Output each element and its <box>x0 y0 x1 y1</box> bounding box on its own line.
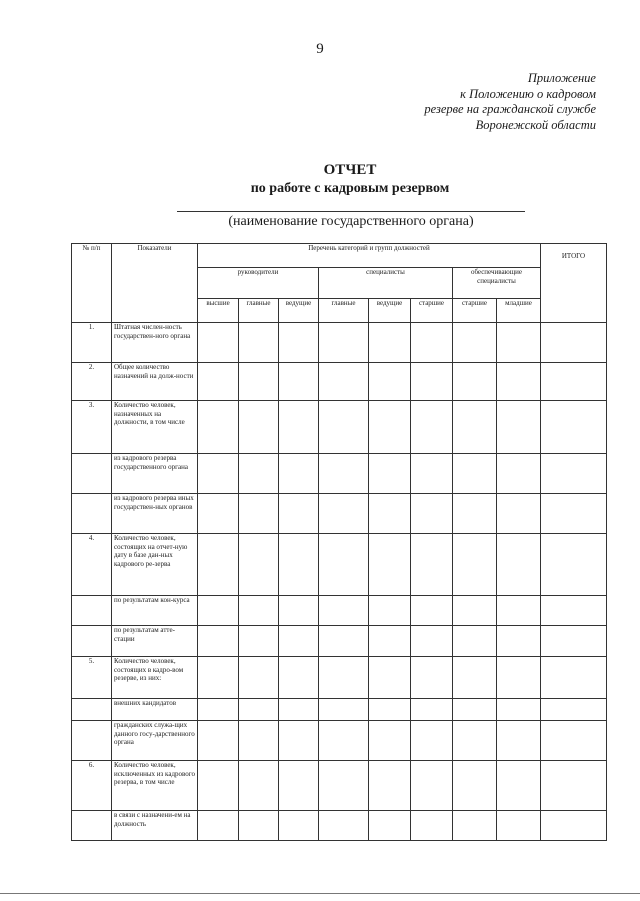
header-managers-higher: высшие <box>198 299 239 323</box>
appendix-line-4: Воронежской области <box>475 117 596 132</box>
empty-value-cell <box>453 811 497 841</box>
empty-value-cell <box>497 363 541 401</box>
empty-value-cell <box>497 596 541 626</box>
table-row <box>72 657 607 699</box>
table-row <box>72 811 607 841</box>
empty-value-cell <box>411 721 453 761</box>
empty-value-cell <box>239 596 279 626</box>
header-spec-leading: ведущие <box>369 299 411 323</box>
empty-value-cell <box>369 363 411 401</box>
row-indicator: Количество человек, назначенных на должности, в том числе <box>112 401 198 454</box>
empty-value-cell <box>239 699 279 721</box>
empty-value-cell <box>198 626 239 657</box>
empty-value-cell <box>541 363 607 401</box>
table-row <box>72 626 607 657</box>
empty-value-cell <box>198 534 239 596</box>
empty-value-cell <box>198 761 239 811</box>
footer-line <box>0 893 640 894</box>
table-row <box>72 454 607 494</box>
empty-value-cell <box>453 699 497 721</box>
row-indicator: из кадрового резерва иных государствен-ных органов <box>112 494 198 534</box>
empty-value-cell <box>279 596 319 626</box>
empty-value-cell <box>319 323 369 363</box>
row-indicator: Количество человек, состоящих на отчет-ную дату в базе дан-ных кадрового ре-зерва <box>112 534 198 596</box>
empty-value-cell <box>369 811 411 841</box>
empty-value-cell <box>541 721 607 761</box>
empty-value-cell <box>369 323 411 363</box>
empty-value-cell <box>198 596 239 626</box>
row-number: 5. <box>72 657 112 699</box>
row-indicator: Количество человек, исключенных из кадрового резерва, в том числе <box>112 761 198 811</box>
empty-value-cell <box>239 323 279 363</box>
empty-value-cell <box>497 657 541 699</box>
empty-value-cell <box>497 699 541 721</box>
empty-value-cell <box>319 494 369 534</box>
header-managers: руководители <box>198 268 319 299</box>
empty-value-cell <box>279 811 319 841</box>
empty-value-cell <box>319 721 369 761</box>
org-name-line <box>177 211 525 212</box>
empty-value-cell <box>279 454 319 494</box>
appendix-line-3: резерве на гражданской службе <box>424 102 596 116</box>
header-support: обеспечивающие специалисты <box>453 268 541 299</box>
empty-value-cell <box>369 699 411 721</box>
header-total: ИТОГО <box>541 244 607 323</box>
empty-value-cell <box>319 596 369 626</box>
empty-value-cell <box>453 761 497 811</box>
empty-value-cell <box>497 761 541 811</box>
empty-value-cell <box>319 699 369 721</box>
empty-value-cell <box>411 363 453 401</box>
row-number: 4. <box>72 534 112 596</box>
empty-value-cell <box>541 494 607 534</box>
table-row <box>72 401 607 454</box>
empty-value-cell <box>497 454 541 494</box>
table-row <box>72 761 607 811</box>
empty-value-cell <box>369 721 411 761</box>
row-number: 2. <box>72 363 112 401</box>
empty-value-cell <box>319 401 369 454</box>
row-number <box>72 626 112 657</box>
row-number: 3. <box>72 401 112 454</box>
empty-value-cell <box>279 363 319 401</box>
empty-value-cell <box>453 534 497 596</box>
empty-value-cell <box>198 401 239 454</box>
empty-value-cell <box>369 657 411 699</box>
empty-value-cell <box>198 494 239 534</box>
table-row <box>72 323 607 363</box>
header-support-junior: младшие <box>497 299 541 323</box>
empty-value-cell <box>541 454 607 494</box>
empty-value-cell <box>369 454 411 494</box>
empty-value-cell <box>198 363 239 401</box>
table-row <box>72 534 607 596</box>
empty-value-cell <box>239 626 279 657</box>
row-number <box>72 721 112 761</box>
row-number <box>72 699 112 721</box>
row-number <box>72 454 112 494</box>
empty-value-cell <box>411 657 453 699</box>
header-specialists: специалисты <box>319 268 453 299</box>
header-support-senior: старшие <box>453 299 497 323</box>
empty-value-cell <box>453 454 497 494</box>
empty-value-cell <box>319 761 369 811</box>
empty-value-cell <box>279 534 319 596</box>
empty-value-cell <box>239 657 279 699</box>
row-number <box>72 596 112 626</box>
empty-value-cell <box>541 811 607 841</box>
table-row <box>72 699 607 721</box>
empty-value-cell <box>541 626 607 657</box>
empty-value-cell <box>279 626 319 657</box>
empty-value-cell <box>453 626 497 657</box>
empty-value-cell <box>369 401 411 454</box>
empty-value-cell <box>239 454 279 494</box>
empty-value-cell <box>239 363 279 401</box>
table-row <box>72 596 607 626</box>
empty-value-cell <box>541 761 607 811</box>
empty-value-cell <box>369 761 411 811</box>
table-row <box>72 494 607 534</box>
header-indicators: Показатели <box>112 244 198 323</box>
empty-value-cell <box>411 596 453 626</box>
empty-value-cell <box>239 811 279 841</box>
report-table <box>71 243 607 841</box>
report-subtitle: по работе с кадровым резервом <box>250 181 450 196</box>
empty-value-cell <box>239 721 279 761</box>
table-row <box>72 363 607 401</box>
empty-value-cell <box>319 363 369 401</box>
empty-value-cell <box>541 657 607 699</box>
empty-value-cell <box>319 657 369 699</box>
empty-value-cell <box>541 401 607 454</box>
empty-value-cell <box>198 657 239 699</box>
empty-value-cell <box>279 721 319 761</box>
empty-value-cell <box>541 596 607 626</box>
row-indicator: из кадрового резерва государственного органа <box>112 454 198 494</box>
row-indicator: Общее количество назначений на долж-ности <box>112 363 198 401</box>
empty-value-cell <box>319 811 369 841</box>
empty-value-cell <box>541 323 607 363</box>
empty-value-cell <box>411 699 453 721</box>
empty-value-cell <box>497 323 541 363</box>
empty-value-cell <box>411 401 453 454</box>
row-indicator: Количество человек, состоящих в кадро-вом резерве, из них: <box>112 657 198 699</box>
empty-value-cell <box>279 657 319 699</box>
empty-value-cell <box>239 534 279 596</box>
empty-value-cell <box>279 323 319 363</box>
header-spec-senior: старшие <box>411 299 453 323</box>
empty-value-cell <box>198 811 239 841</box>
row-indicator: внешних кандидатов <box>112 699 198 721</box>
empty-value-cell <box>411 323 453 363</box>
empty-value-cell <box>239 401 279 454</box>
row-indicator: по результатам атте-стации <box>112 626 198 657</box>
header-managers-leading: ведущие <box>279 299 319 323</box>
empty-value-cell <box>198 699 239 721</box>
header-num: № п/п <box>72 244 112 323</box>
empty-value-cell <box>319 534 369 596</box>
empty-value-cell <box>198 721 239 761</box>
empty-value-cell <box>369 494 411 534</box>
empty-value-cell <box>369 626 411 657</box>
report-title: ОТЧЕТ <box>323 162 377 178</box>
empty-value-cell <box>198 454 239 494</box>
empty-value-cell <box>497 626 541 657</box>
empty-value-cell <box>239 494 279 534</box>
empty-value-cell <box>369 596 411 626</box>
appendix-line-1: Приложение <box>527 71 596 85</box>
empty-value-cell <box>411 454 453 494</box>
empty-value-cell <box>497 721 541 761</box>
row-indicator: гражданских служа-щих данного госу-дарственного органа <box>112 721 198 761</box>
header-spec-main: главные <box>319 299 369 323</box>
empty-value-cell <box>497 811 541 841</box>
empty-value-cell <box>279 699 319 721</box>
empty-value-cell <box>411 761 453 811</box>
empty-value-cell <box>497 534 541 596</box>
empty-value-cell <box>411 494 453 534</box>
empty-value-cell <box>369 534 411 596</box>
org-name-caption: (наименование государственного органа) <box>228 214 474 229</box>
page-number: 9 <box>316 41 324 57</box>
empty-value-cell <box>411 534 453 596</box>
row-number <box>72 811 112 841</box>
empty-value-cell <box>453 401 497 454</box>
row-indicator: по результатам кон-курса <box>112 596 198 626</box>
header-categories: Перечень категорий и групп должностей <box>198 244 541 268</box>
row-number: 1. <box>72 323 112 363</box>
empty-value-cell <box>541 534 607 596</box>
empty-value-cell <box>198 323 239 363</box>
empty-value-cell <box>541 699 607 721</box>
empty-value-cell <box>279 494 319 534</box>
empty-value-cell <box>319 454 369 494</box>
empty-value-cell <box>497 401 541 454</box>
row-number: 6. <box>72 761 112 811</box>
empty-value-cell <box>411 811 453 841</box>
appendix-note <box>424 71 596 133</box>
empty-value-cell <box>411 626 453 657</box>
row-indicator: в связи с назначени-ем на должность <box>112 811 198 841</box>
empty-value-cell <box>319 626 369 657</box>
empty-value-cell <box>453 596 497 626</box>
empty-value-cell <box>279 401 319 454</box>
row-number <box>72 494 112 534</box>
empty-value-cell <box>279 761 319 811</box>
empty-value-cell <box>453 657 497 699</box>
appendix-line-2: к Положению о кадровом <box>460 86 596 101</box>
row-indicator: Штатная числен-ность государствен-ного органа <box>112 323 198 363</box>
empty-value-cell <box>453 494 497 534</box>
empty-value-cell <box>497 494 541 534</box>
empty-value-cell <box>453 363 497 401</box>
table-row <box>72 721 607 761</box>
empty-value-cell <box>239 761 279 811</box>
report-table-body <box>72 323 607 841</box>
header-managers-main: главные <box>239 299 279 323</box>
empty-value-cell <box>453 721 497 761</box>
empty-value-cell <box>453 323 497 363</box>
